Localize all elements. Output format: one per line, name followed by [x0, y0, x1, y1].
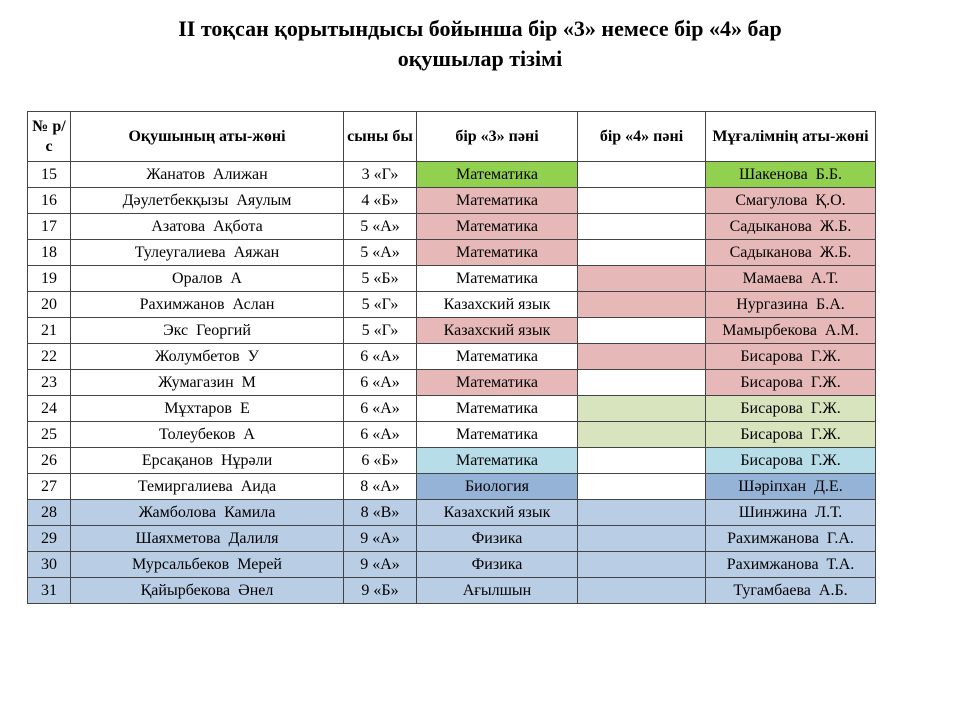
cell-teacher: Нургазина Б.А. [706, 292, 876, 318]
cell-subject-3: Казахский язык [417, 500, 578, 526]
cell-subject-3: Математика [417, 396, 578, 422]
cell-class: 5 «Б» [344, 266, 417, 292]
table-row [28, 370, 876, 396]
cell-name: Темиргалиева Аида [71, 474, 344, 500]
cell-name: Жамболова Камила [71, 500, 344, 526]
cell-class: 5 «А» [344, 240, 417, 266]
header-subject-4: бір «4» пәні [578, 112, 706, 162]
cell-class: 8 «А» [344, 474, 417, 500]
cell-class: 6 «Б» [344, 448, 417, 474]
cell-teacher: Шәріпхан Д.Е. [706, 474, 876, 500]
cell-class: 6 «А» [344, 370, 417, 396]
cell-subject-3: Казахский язык [417, 292, 578, 318]
cell-num: 17 [28, 214, 71, 240]
cell-num: 30 [28, 552, 71, 578]
header-name: Оқушының аты-жөні [71, 112, 344, 162]
table-row [28, 188, 876, 214]
cell-class: 5 «Г» [344, 292, 417, 318]
cell-num: 15 [28, 162, 71, 188]
title-line-2: оқушылар тізімі [397, 46, 563, 71]
cell-teacher: Шакенова Б.Б. [706, 162, 876, 188]
cell-name: Жумагазин М [71, 370, 344, 396]
table-row [28, 526, 876, 552]
cell-subject-4 [578, 370, 706, 396]
cell-subject-3: Математика [417, 448, 578, 474]
header-num: № р/с [28, 112, 71, 162]
cell-subject-3: Физика [417, 552, 578, 578]
title-line-1: II тоқсан қорытындысы бойынша бір «3» немесе бір «4» бар [178, 16, 782, 41]
cell-subject-3: Ағылшын [417, 578, 578, 604]
cell-class: 5 «Г» [344, 318, 417, 344]
cell-teacher: Шинжина Л.Т. [706, 500, 876, 526]
cell-name: Мұхтаров Е [71, 396, 344, 422]
cell-teacher: Мамаева А.Т. [706, 266, 876, 292]
cell-name: Қайырбекова Әнел [71, 578, 344, 604]
cell-teacher: Мамырбекова А.М. [706, 318, 876, 344]
cell-class: 6 «А» [344, 396, 417, 422]
cell-subject-3: Математика [417, 188, 578, 214]
table-row [28, 422, 876, 448]
cell-num: 20 [28, 292, 71, 318]
cell-class: 4 «Б» [344, 188, 417, 214]
cell-num: 29 [28, 526, 71, 552]
cell-name: Шаяхметова Далиля [71, 526, 344, 552]
cell-subject-4 [578, 422, 706, 448]
cell-subject-3: Биология [417, 474, 578, 500]
cell-name: Азатова Ақбота [71, 214, 344, 240]
header-class: сыны бы [344, 112, 417, 162]
cell-name: Экс Георгий [71, 318, 344, 344]
cell-subject-4 [578, 240, 706, 266]
cell-subject-4 [578, 318, 706, 344]
cell-teacher: Рахимжанова Г.А. [706, 526, 876, 552]
cell-name: Мурсальбеков Мерей [71, 552, 344, 578]
cell-subject-3: Математика [417, 370, 578, 396]
cell-name: Тулеугалиева Аяжан [71, 240, 344, 266]
cell-teacher: Бисарова Г.Ж. [706, 422, 876, 448]
cell-subject-3: Математика [417, 162, 578, 188]
cell-subject-4 [578, 526, 706, 552]
cell-name: Жанатов Алижан [71, 162, 344, 188]
cell-teacher: Бисарова Г.Ж. [706, 344, 876, 370]
cell-num: 22 [28, 344, 71, 370]
cell-teacher: Садыканова Ж.Б. [706, 214, 876, 240]
cell-name: Дәулетбекқызы Аяулым [71, 188, 344, 214]
cell-subject-4 [578, 578, 706, 604]
cell-num: 19 [28, 266, 71, 292]
cell-name: Оралов А [71, 266, 344, 292]
table-row [28, 162, 876, 188]
header-subject-3: бір «3» пәні [417, 112, 578, 162]
cell-teacher: Бисарова Г.Ж. [706, 448, 876, 474]
cell-num: 18 [28, 240, 71, 266]
cell-num: 21 [28, 318, 71, 344]
cell-name: Толеубеков А [71, 422, 344, 448]
cell-class: 6 «А» [344, 344, 417, 370]
cell-class: 8 «В» [344, 500, 417, 526]
cell-class: 3 «Г» [344, 162, 417, 188]
header-teacher: Мұғалімнің аты-жөні [706, 112, 876, 162]
cell-num: 24 [28, 396, 71, 422]
cell-class: 5 «А» [344, 214, 417, 240]
cell-class: 9 «А» [344, 552, 417, 578]
cell-num: 25 [28, 422, 71, 448]
cell-class: 6 «А» [344, 422, 417, 448]
cell-num: 16 [28, 188, 71, 214]
table-body [28, 162, 876, 604]
cell-name: Жолумбетов У [71, 344, 344, 370]
cell-num: 28 [28, 500, 71, 526]
cell-subject-3: Математика [417, 214, 578, 240]
table-row [28, 344, 876, 370]
cell-teacher: Садыканова Ж.Б. [706, 240, 876, 266]
cell-subject-4 [578, 552, 706, 578]
cell-num: 23 [28, 370, 71, 396]
cell-subject-3: Математика [417, 240, 578, 266]
table-row [28, 266, 876, 292]
students-table [27, 111, 876, 604]
cell-num: 26 [28, 448, 71, 474]
cell-teacher: Рахимжанова Т.А. [706, 552, 876, 578]
table-row [28, 292, 876, 318]
cell-class: 9 «А» [344, 526, 417, 552]
table-row [28, 240, 876, 266]
cell-name: Рахимжанов Аслан [71, 292, 344, 318]
table-row [28, 214, 876, 240]
cell-subject-3: Математика [417, 344, 578, 370]
cell-teacher: Бисарова Г.Ж. [706, 370, 876, 396]
cell-teacher: Тугамбаева А.Б. [706, 578, 876, 604]
table-row [28, 396, 876, 422]
cell-subject-4 [578, 344, 706, 370]
cell-subject-4 [578, 448, 706, 474]
table-row [28, 552, 876, 578]
cell-subject-4 [578, 396, 706, 422]
cell-subject-3: Математика [417, 422, 578, 448]
table-row [28, 448, 876, 474]
cell-subject-4 [578, 188, 706, 214]
cell-subject-4 [578, 500, 706, 526]
cell-name: Ерсақанов Нұрәли [71, 448, 344, 474]
table-row [28, 318, 876, 344]
table-row [28, 578, 876, 604]
cell-teacher: Бисарова Г.Ж. [706, 396, 876, 422]
cell-subject-4 [578, 266, 706, 292]
cell-subject-4 [578, 474, 706, 500]
cell-subject-4 [578, 292, 706, 318]
cell-teacher: Смагулова Қ.О. [706, 188, 876, 214]
cell-subject-3: Физика [417, 526, 578, 552]
cell-num: 27 [28, 474, 71, 500]
cell-num: 31 [28, 578, 71, 604]
cell-subject-4 [578, 162, 706, 188]
cell-subject-3: Математика [417, 266, 578, 292]
table-row [28, 500, 876, 526]
page-title [0, 14, 960, 74]
cell-class: 9 «Б» [344, 578, 417, 604]
cell-subject-3: Казахский язык [417, 318, 578, 344]
cell-subject-4 [578, 214, 706, 240]
table-row [28, 474, 876, 500]
table-header-row [28, 112, 876, 162]
